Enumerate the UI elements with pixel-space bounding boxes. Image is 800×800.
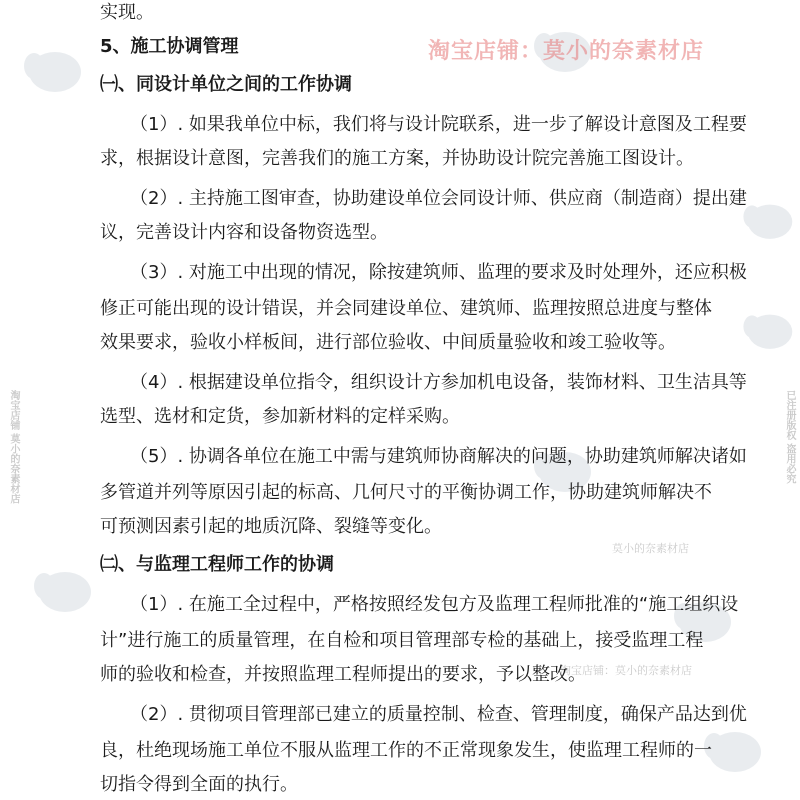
text-line: （2）. 贯彻项目管理部已建立的质量控制、检查、管理制度，确保产品达到优	[130, 704, 747, 725]
text-line: 多管道并列等原因引起的标高、几何尺寸的平衡协调工作，协助建筑师解决不	[100, 482, 712, 503]
text-line: 切指令得到全面的执行。	[100, 774, 298, 795]
subsection-heading: ㈡、与监理工程师工作的协调	[100, 554, 334, 575]
text-line: （1）. 在施工全过程中，严格按照经发包方及监理工程师批准的“施工组织设	[130, 594, 739, 615]
text-line: （2）. 主持施工图审查，协助建设单位会同设计师、供应商（制造商）提出建	[130, 188, 747, 209]
text-line: （1）. 如果我单位中标，我们将与设计院联系，进一步了解设计意图及工程要	[130, 114, 747, 135]
elephant-watermark-icon	[30, 560, 100, 620]
text-line: （4）. 根据建设单位指令，组织设计方参加机电设备，装饰材料、卫生洁具等	[130, 372, 747, 393]
text-line: 良，杜绝现场施工单位不服从监理工作的不正常现象发生，使监理工程师的一	[100, 740, 712, 761]
section-heading: 5、施工协调管理	[100, 36, 239, 57]
mid-shop-watermark: 淘宝店铺：莫小的奈素材店	[560, 664, 692, 677]
text-line: （5）. 协调各单位在施工中需与建筑师协商解决的问题，协助建筑师解决诸如	[130, 446, 747, 467]
side-watermark-right: 已注册版权 盗用必究	[784, 390, 795, 484]
shop-watermark: 淘宝店铺：莫小的奈素材店	[428, 39, 705, 64]
text-line: 计”进行施工的质量管理，在自检和项目管理部专检的基础上，接受监理工程	[100, 630, 704, 651]
side-watermark-left: 淘宝店铺 莫小的奈素材店	[8, 390, 19, 504]
text-line: 可预测因素引起的地质沉降、裂缝等变化。	[100, 516, 442, 537]
text-line: 效果要求，验收小样板间，进行部位验收、中间质量验收和竣工验收等。	[100, 332, 676, 353]
text-line: 师的验收和检查，并按照监理工程师提出的要求，予以整改。	[100, 664, 586, 685]
text-line: 修正可能出现的设计错误，并会同建设单位、建筑师、监理按照总进度与整体	[100, 298, 712, 319]
text-line: 选型、选材和定货，参加新材料的定样采购。	[100, 406, 460, 427]
center-watermark: 莫小的奈素材店	[612, 542, 689, 555]
text-line: 实现。	[100, 2, 154, 23]
subsection-heading: ㈠、同设计单位之间的工作协调	[100, 74, 352, 95]
text-line: （3）. 对施工中出现的情况，除按建筑师、监理的要求及时处理外，还应积极	[130, 262, 747, 283]
text-line: 求，根据设计意图，完善我们的施工方案，并协助设计院完善施工图设计。	[100, 148, 694, 169]
text-line: 议，完善设计内容和设备物资选型。	[100, 222, 388, 243]
elephant-watermark-icon	[20, 40, 90, 100]
